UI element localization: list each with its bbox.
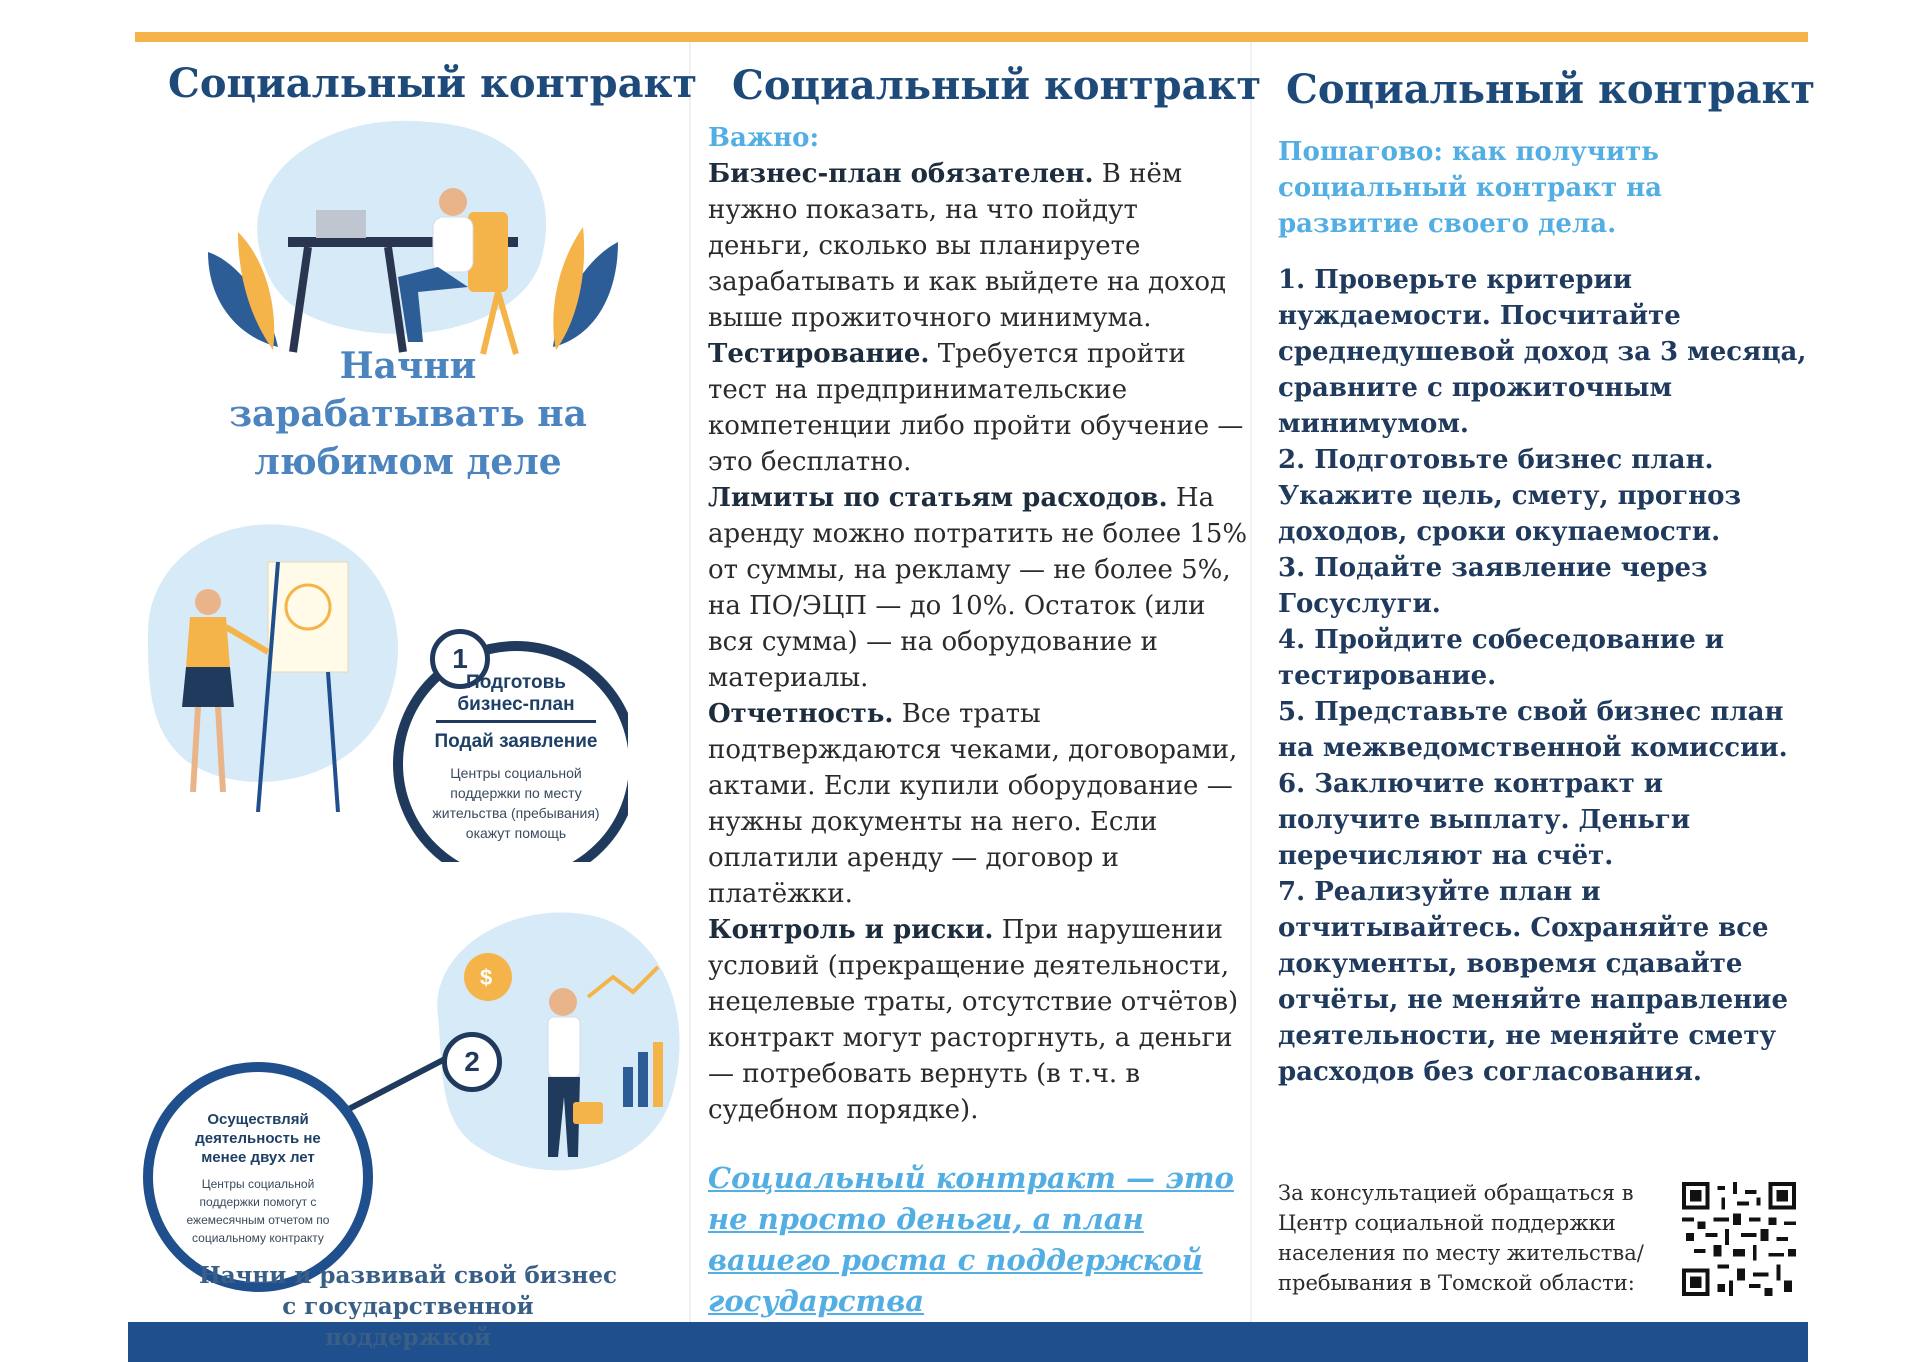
panel-title: Социальный контракт (732, 62, 1262, 109)
panel-title: Социальный контракт (168, 60, 698, 107)
step-item: 6. Заключите контракт и получите выплату. Деньги перечисляют на счёт. (1278, 769, 1691, 871)
step1-title-a: Подготовь (466, 672, 566, 693)
step1-note: Центры социальной поддержки по месту жительства (пребывания) окажут помощь (432, 765, 600, 841)
contact-text: За консультацией обращаться в Центр социальной поддержки населения по месту жительства/ пребывания в Томской области: (1278, 1181, 1644, 1295)
paragraph-reporting: Отчетность. Все траты подтверждаются чеками, договорами, актами. Если купили оборудование — нужны документы на него. Если оплатили аренду — договор и платёжки. (708, 699, 1238, 909)
step-item: 4. Пройдите собеседование и тестирование. (1278, 625, 1725, 691)
paragraph-control: Контроль и риски. При нарушении условий (прекращение деятельности, нецелевые траты, отсутствие отчётов) контракт могут расторгнуть, а деньги — потребовать вернуть (в т.ч. в судебном порядке). (708, 915, 1239, 1125)
panel-important (690, 42, 1262, 1322)
slogan: Начни зарабатывать на любимом деле (229, 345, 587, 483)
step2-note: Центры социальной поддержки помогут с ежемесячным отчетом по социальному контракту (186, 1177, 330, 1245)
paragraph-business-plan: Бизнес-план обязателен. В нём нужно показать, на что пойдут деньги, сколько вы планируете зарабатывать и как выйдете на доход выше прожиточного минимума. (708, 159, 1227, 333)
step1-separator (436, 720, 596, 723)
step-item: 1. Проверьте критерии нуждаемости. Посчитайте среднедушевой доход за 3 месяца, сравните с прожиточным минимумом. (1278, 265, 1807, 439)
steps-list (1278, 262, 1808, 1090)
step2-text (178, 1110, 338, 1247)
svg-text:$: $ (480, 965, 493, 990)
step2-badge: 2 (442, 1032, 502, 1092)
important-label: Важно: (708, 123, 820, 153)
step1-badge: 1 (430, 629, 490, 689)
steps-intro: Пошагово: как получить социальный контракт на развитие своего дела. (1278, 137, 1663, 239)
important-text (708, 120, 1248, 1128)
step1-text (426, 672, 606, 843)
paragraph-testing: Тестирование. Требуется пройти тест на предпринимательские компетенции либо пройти обучение — это бесплатно. (708, 339, 1244, 477)
paragraph-limits: Лимиты по статьям расходов. На аренду можно потратить не более 15% от суммы, на рекламу — не более 5%, на ПО/ЭЦП — до 10%. Остаток (или вся сумма) — на оборудование и материалы. (708, 483, 1248, 693)
step2-title: Осуществляй деятельность не менее двух лет (195, 1111, 321, 1166)
top-accent-bar (135, 32, 1808, 42)
step-item: 5. Представьте свой бизнес план на межведомственной комиссии. (1278, 697, 1788, 763)
callout-link[interactable]: Социальный контракт — это не просто деньги, а план вашего роста с поддержкой государства (708, 1161, 1234, 1318)
step-item: 2. Подготовьте бизнес план. Укажите цель, смету, прогноз доходов, сроки окупаемости. (1278, 445, 1742, 547)
panel-cover (128, 42, 698, 1351)
step-item: 7. Реализуйте план и отчитывайтесь. Сохраняйте все документы, вовремя сдавайте отчёты, не меняйте направление деятельности, не меняйте смету расходов без согласования. (1278, 877, 1789, 1087)
panel-title: Социальный контракт (1286, 66, 1816, 113)
step-item: 3. Подайте заявление через Госуслуги. (1278, 553, 1708, 619)
step1-title-b: бизнес-план (457, 694, 575, 715)
qr-code[interactable] (1682, 1182, 1796, 1296)
cover-footer: Начни и развивай свой бизнес с государственной поддержкой (198, 1262, 618, 1351)
office-worker-illustration (198, 92, 628, 372)
panel-steps (1252, 42, 1816, 1322)
step1-title-c: Подай заявление (434, 731, 598, 752)
